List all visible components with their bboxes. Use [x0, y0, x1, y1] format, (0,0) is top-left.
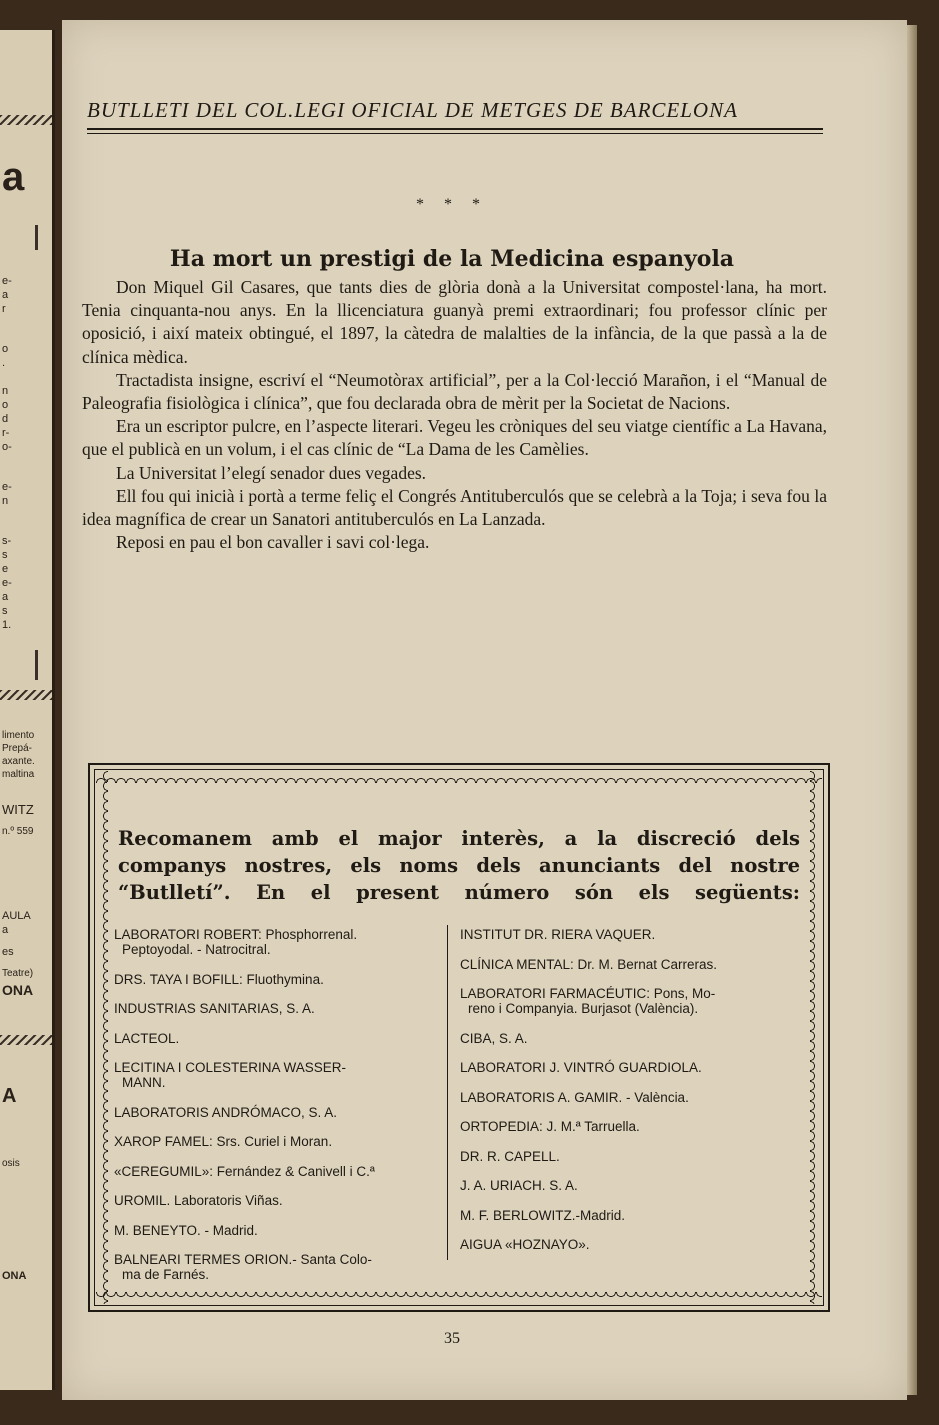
advertiser-line: INSTITUT DR. RIERA VAQUER. [460, 927, 656, 942]
advertiser-entry [460, 1090, 800, 1105]
advertiser-entry [114, 1105, 434, 1120]
header-rule [87, 133, 823, 134]
facing-page-fragment: n.º 559 [2, 826, 34, 837]
advertiser-line: LABORATORI ROBERT: Phosphorrenal. [114, 927, 358, 942]
facing-page-fragment: e- [2, 275, 12, 287]
article-paragraph: Reposi en pau el bon cavaller i savi col·lega. [116, 532, 430, 553]
facing-page-fragment: s [2, 549, 8, 561]
advertiser-line: M. BENEYTO. - Madrid. [114, 1222, 258, 1238]
advertiser-line: BALNEARI TERMES ORION.- Santa Colo- [114, 1252, 372, 1267]
facing-page-fragment: a [2, 591, 9, 603]
facing-page-fragment: ONA [2, 1270, 27, 1282]
facing-page-fragment: o [2, 343, 9, 355]
header-rule [87, 128, 823, 130]
advertiser-entry [114, 1252, 434, 1282]
facing-page-fragment: limento [2, 730, 35, 741]
facing-page-fragment: AULA [2, 910, 31, 922]
advertiser-line: AIGUA «HOZNAYO». [460, 1237, 590, 1252]
advertiser-entry [114, 1223, 434, 1238]
advertiser-line: XAROP FAMEL: Srs. Curiel i Moran. [114, 1134, 333, 1149]
facing-page-fragment: e- [2, 577, 12, 589]
advertiser-entry [460, 1031, 800, 1046]
article-paragraph: Don Miquel Gil Casares, que tants dies de glòria donà a la Universitat compostel·lana, ha mort. Tenia cinquanta-nou anys. En la llicenciatura guanyà premi extraordinari; fou professor clínic per oposició, i així mateix obtingué, el 1897, la càtedra de malalties de la infància, de la que passà a la de clínica mèdica. [82, 277, 827, 367]
advertiser-line: LECITINA I COLESTERINA WASSER- [114, 1060, 347, 1075]
facing-page-fragment: r- [2, 427, 10, 439]
advertiser-entry [460, 986, 800, 1016]
advertiser-line: LABORATORI FARMACÉUTIC: Pons, Mo- [460, 986, 716, 1001]
advertiser-entry [114, 1031, 434, 1046]
advertiser-line-continued: reno i Companyia. Burjasot (València). [468, 1001, 699, 1016]
facing-page-fragment: d [2, 413, 9, 425]
facing-page-fragment: s [2, 605, 8, 617]
advertiser-line: LACTEOL. [114, 1030, 180, 1046]
facing-page-wavy-border [0, 115, 52, 125]
facing-page-fragment: Prepá- [2, 743, 33, 754]
advertiser-line: M. F. BERLOWITZ.-Madrid. [460, 1207, 626, 1223]
facing-page-bar [35, 225, 38, 250]
advertiser-entry [460, 1237, 800, 1252]
facing-page-fragment: r [2, 303, 6, 315]
facing-page-fragment: . [2, 357, 6, 369]
article-title: Ha mort un prestigi de la Medicina espanyola [169, 246, 735, 272]
advertiser-line: LABORATORI J. VINTRÓ GUARDIOLA. [460, 1060, 702, 1075]
running-header: BUTLLETI DEL COL.LEGI OFICIAL DE METGES DE BARCELONA [87, 98, 738, 122]
facing-page-fragment: maltina [2, 769, 35, 780]
facing-page-bar [35, 650, 38, 680]
advertiser-entry [460, 1149, 800, 1164]
article-paragraph: Tractadista insigne, escriví el “Neumotòrax artificial”, per a la Col·lecció Marañon, i el “Manual de Paleografia fisiològica i clínica”, que fou declarada obra de mèrit per la Societat de Nacions. [82, 369, 827, 414]
page-number: 35 [444, 1330, 460, 1347]
facing-page-fragment: a [2, 155, 25, 199]
facing-page-fragment: a [2, 924, 9, 936]
facing-page-fragment: s- [2, 535, 12, 547]
facing-page-fragment: A [2, 1085, 17, 1107]
advertiser-entry [114, 1001, 434, 1016]
advertiser-line: CLÍNICA MENTAL: Dr. M. Bernat Carreras. [460, 956, 718, 972]
advertisers-left-column [114, 927, 434, 1297]
article-body [82, 276, 827, 554]
section-separator: * * * [416, 196, 488, 213]
advertiser-line: LABORATORIS A. GAMIR. - València. [460, 1089, 689, 1105]
advertiser-entry [114, 927, 434, 957]
advertiser-line: INDUSTRIAS SANITARIAS, S. A. [114, 1001, 315, 1016]
advertiser-entry [114, 1060, 434, 1090]
facing-page-fragment: e- [2, 481, 12, 493]
ornamental-border-top [96, 773, 822, 783]
advertiser-entry [460, 1208, 800, 1223]
advertiser-line: DRS. TAYA I BOFILL: Fluothymina. [114, 971, 324, 987]
facing-page-fragment: 1. [2, 619, 12, 631]
advertiser-entry [460, 957, 800, 972]
facing-page-fragment: osis [2, 1158, 20, 1169]
advertiser-line-continued: ma de Farnés. [122, 1267, 210, 1282]
article-paragraph: Era un escriptor pulcre, en l’aspecte literari. Vegeu les cròniques del seu viatge científic a La Havana, que el publicà en un volum, i el cas clínic de “La Dama de les Camèlies. [82, 416, 827, 460]
facing-page-strip [0, 30, 55, 1390]
advertisers-heading: Recomanem amb el major interès, a la discreció dels companys nostres, els noms dels anunciants del nostre “Butlletí”. En el present número són els següents: [118, 827, 800, 904]
advertisers-box [88, 763, 830, 1312]
facing-page-fragment: a [2, 289, 9, 301]
facing-page-fragment: e [2, 563, 9, 575]
advertiser-line-continued: Peptoyodal. - Natrocitral. [122, 942, 271, 957]
facing-page-fragment: WITZ [2, 802, 34, 817]
facing-page-fragment: n [2, 495, 9, 507]
advertiser-line: LABORATORIS ANDRÓMACO, S. A. [114, 1104, 338, 1120]
advertiser-entry [114, 972, 434, 987]
main-page [62, 20, 907, 1400]
advertiser-line: «CEREGUMIL»: Fernández & Canivell i C.ª [114, 1163, 375, 1179]
advertiser-line-continued: MANN. [122, 1075, 166, 1090]
advertiser-line: ORTOPEDIA: J. M.ª Tarruella. [460, 1119, 640, 1134]
advertiser-line: DR. R. CAPELL. [460, 1148, 560, 1164]
advertiser-entry [114, 1134, 434, 1149]
facing-page-fragment: n [2, 385, 9, 397]
ornamental-border-left [98, 771, 108, 1304]
advertisers-right-column [460, 927, 800, 1267]
advertiser-entry [460, 927, 800, 942]
facing-page-wavy-border [0, 690, 52, 700]
facing-page-fragment: Teatre) [2, 968, 34, 979]
article-paragraph: La Universitat l’elegí senador dues vegades. [116, 462, 427, 483]
advertiser-entry [114, 1193, 434, 1208]
facing-page-fragment: ONA [2, 982, 34, 998]
advertiser-entry [460, 1178, 800, 1193]
advertiser-entry [114, 1164, 434, 1179]
facing-page-fragment: o- [2, 441, 12, 453]
column-divider [447, 925, 448, 1260]
advertiser-line: CIBA, S. A. [460, 1030, 528, 1046]
article-paragraph: Ell fou qui inicià i portà a terme feliç el Congrés Antituberculós que se celebrà a la Toja; i seva fou la idea magnífica de crear un Sanatori antituberculós en La Lanzada. [82, 485, 827, 530]
advertiser-entry [460, 1119, 800, 1134]
ornamental-border-right [810, 771, 820, 1304]
advertiser-entry [460, 1060, 800, 1075]
facing-page-fragment: es [2, 946, 14, 958]
advertiser-line: J. A. URIACH. S. A. [460, 1178, 578, 1193]
advertiser-line: UROMIL. Laboratoris Viñas. [114, 1193, 283, 1208]
facing-page-fragment: o [2, 399, 9, 411]
facing-page-wavy-border [0, 1035, 52, 1045]
facing-page-fragment: axante. [2, 756, 35, 767]
